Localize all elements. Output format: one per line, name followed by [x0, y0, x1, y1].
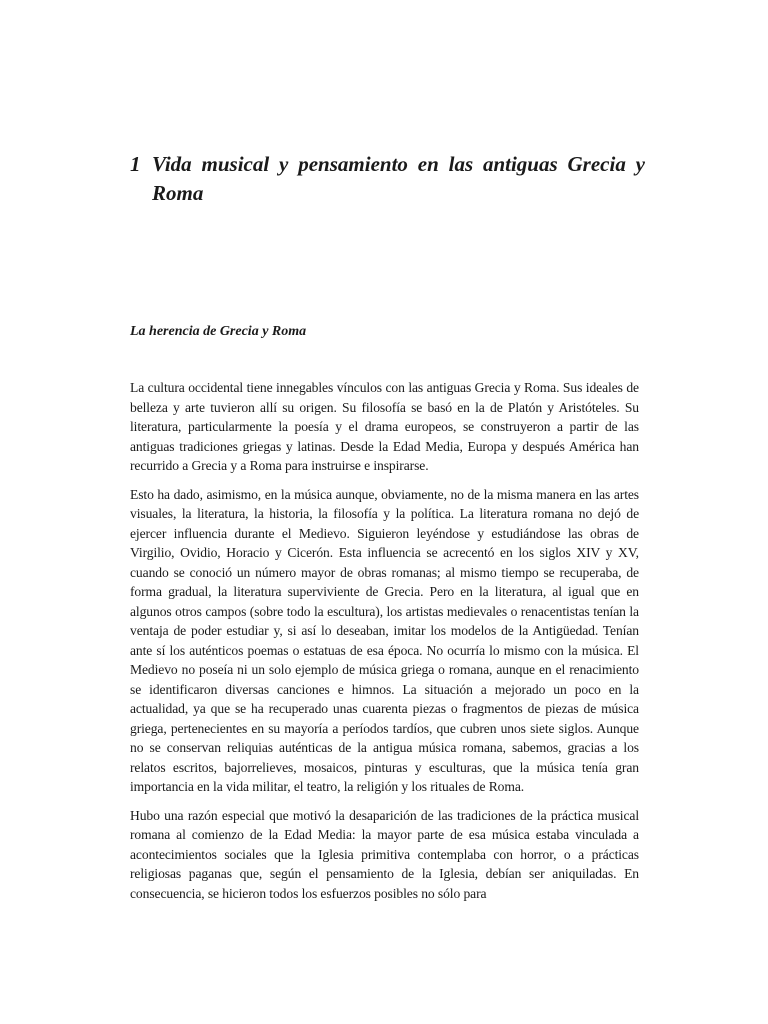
body-text: [130, 378, 639, 912]
section-heading: La herencia de Grecia y Roma: [130, 324, 307, 339]
paragraph-2: Esto ha dado, asimismo, en la música aunque, obviamente, no de la misma manera en las artes visuales, la literatura, la historia, la filosofía y la política. La literatura romana no dejó de ejercer influencia durante el Medievo. Siguieron leyéndose y estudiándose las obras de Virgilio, Ovidio, Horacio y Cicerón. Esta influencia se acrecentó en los siglos XIV y XV, cuando se conoció un número mayor de obras romanas; al mismo tiempo se recuperaba, de forma gradual, la literatura superviviente de Grecia. Pero en la literatura, al igual que en algunos otros campos (sobre todo la escultura), los artistas medievales o renacentistas tenían la ventaja de poder estudiar y, si así lo deseaban, imitar los modelos de la Antigüedad. Tenían ante sí los auténticos poemas o estatuas de esa época. No ocurría lo mismo con la música. El Medievo no poseía ni un solo ejemplo de música griega o romana, aunque en el renacimiento se identificaron diversas canciones e himnos. La situación a mejorado un poco en la actualidad, ya que se ha recuperado unas cuarenta piezas o fragmentos de piezas de música griega, pertenecientes en su mayoría a períodos tardíos, que cubren unos siete siglos. Aunque no se conservan reliquias auténticas de la antigua música romana, sabemos, gracias a los relatos escritos, bajorrelieves, mosaicos, pinturas y esculturas, que la música tenía gran importancia en la vida militar, el teatro, la religión y los rituales de Roma.: [130, 486, 639, 794]
paragraph-1: La cultura occidental tiene innegables vínculos con las antiguas Grecia y Roma. Sus ideales de belleza y arte tuvieron allí su origen. Su filosofía se basó en la de Platón y Aristóteles. Su literatura, particularmente la poesía y el drama europeos, se construyeron a partir de las antiguas tradiciones griegas y latinas. Desde la Edad Media, Europa y después América han recurrido a Grecia y a Roma para instruirse e inspirarse.: [130, 380, 639, 473]
chapter-title-text: Vida musical y pensamiento en las antiguas Grecia y Roma: [152, 152, 645, 205]
chapter-number: 1: [130, 152, 141, 176]
paragraph-3: Hubo una razón especial que motivó la desaparición de las tradiciones de la práctica musical romana al comienzo de la Edad Media: la mayor parte de esa música estaba vinculada a acontecimientos sociales que la Iglesia primitiva contemplaba con horror, o a prácticas religiosas paganas que, según el pensamiento de la Iglesia, debían ser aniquiladas. En consecuencia, se hicieron todos los esfuerzos posibles no sólo para: [130, 807, 639, 901]
chapter-title: [130, 150, 645, 208]
